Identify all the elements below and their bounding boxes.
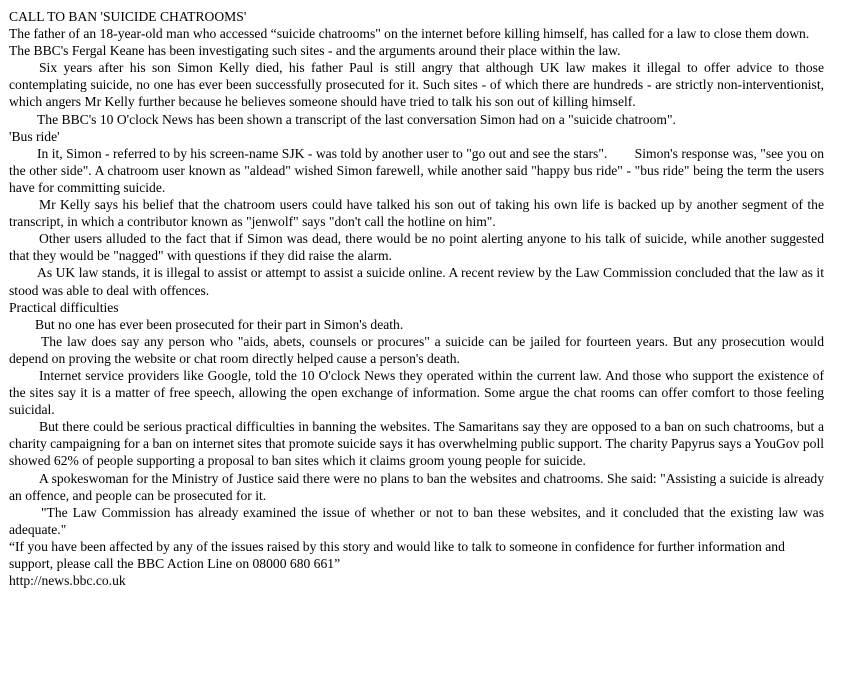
paragraph-uk-law: As UK law stands, it is illegal to assist or attempt to assist a suicide online. A recent review by the Law Commission concluded that the law as it stood was able to deal with offences. bbox=[9, 265, 824, 298]
paragraph-father-anger: Six years after his son Simon Kelly died, his father Paul is still angry that although UK law makes it illegal to offer advice to those contemplating suicide, no one has ever been successfully prosecuted for it. Such sites - of which there are hundreds - are strictly non-interventionist, which angers Mr Kelly further because he believes someone should have tried to talk his son out of killing himself. bbox=[9, 60, 824, 110]
paragraph-intro: The father of an 18-year-old man who accessed “suicide chatrooms" on the internet before killing himself, has called for a law to close them down. bbox=[9, 26, 810, 42]
paragraph-other-users: Other users alluded to the fact that if Simon was dead, there would be no point alerting anyone to his talk of suicide, while another suggested that they would be "nagged" with questions if they did raise the alarm. bbox=[9, 231, 824, 264]
paragraph-sjk: In it, Simon - referred to by his screen-name SJK - was told by another user to "go out and see the stars". Simon's response was, "see you on the other side". A chatroom user known as "aldead" wished Simon farewell, while another said "happy bus ride" - "bus ride" being the term the users have for committing suicide. bbox=[9, 145, 828, 195]
paragraph-transcript: The BBC's 10 O'clock News has been shown a transcript of the last conversation Simon had on a "suicide chatroom". bbox=[37, 111, 676, 127]
article-title: CALL TO BAN 'SUICIDE CHATROOMS' bbox=[9, 9, 247, 24]
subheading-practical-difficulties: Practical difficulties bbox=[9, 299, 119, 315]
article-document bbox=[9, 8, 828, 589]
paragraph-law-commission: "The Law Commission has already examined the issue of whether or not to ban these websites, and it concluded that the existing law was adequate." bbox=[9, 504, 824, 537]
paragraph-ministry: A spokeswoman for the Ministry of Justice said there were no plans to ban the websites and chatrooms. She said: "Assisting a suicide is already an offence, and people can be prosecuted for it. bbox=[9, 470, 824, 503]
source-link[interactable]: http://news.bbc.co.uk bbox=[9, 573, 126, 589]
paragraph-jenwolf: Mr Kelly says his belief that the chatroom users could have talked his son out of taking his own life is backed up by another segment of the transcript, in which a contributor known as "jenwolf" says "don't call the hotline on him". bbox=[9, 197, 824, 230]
paragraph-aids-abets: The law does say any person who "aids, abets, counsels or procures" a suicide can be jailed for fourteen years. But any prosecution would depend on proving the website or chat room directly helped cause a person's death. bbox=[9, 333, 824, 366]
paragraph-samaritans: But there could be serious practical difficulties in banning the websites. The Samaritans say they are opposed to a ban on such chatrooms, but a charity campaigning for a ban on internet sites that promote suicide says it has overwhelming public support. The charity Papyrus says a YouGov poll showed 62% of people supporting a proposal to ban sites which it claims groom young people for suicide. bbox=[9, 419, 824, 469]
paragraph-action-line: “If you have been affected by any of the issues raised by this story and would like to talk to someone in confidence for further information and support, please call the BBC Action Line on 08000 680 661” bbox=[9, 538, 785, 571]
subheading-bus-ride: 'Bus ride' bbox=[9, 128, 60, 144]
paragraph-investigation: The BBC's Fergal Keane has been investigating such sites - and the arguments around their place within the law. bbox=[9, 43, 621, 59]
paragraph-isp: Internet service providers like Google, told the 10 O'clock News they operated within the current law. And those who support the existence of the sites say it is a matter of free speech, allowing the open exchange of information. Some argue the chat rooms can offer comfort to those feeling suicidal. bbox=[9, 367, 824, 418]
paragraph-no-prosecution: But no one has ever been prosecuted for their part in Simon's death. bbox=[35, 316, 404, 332]
